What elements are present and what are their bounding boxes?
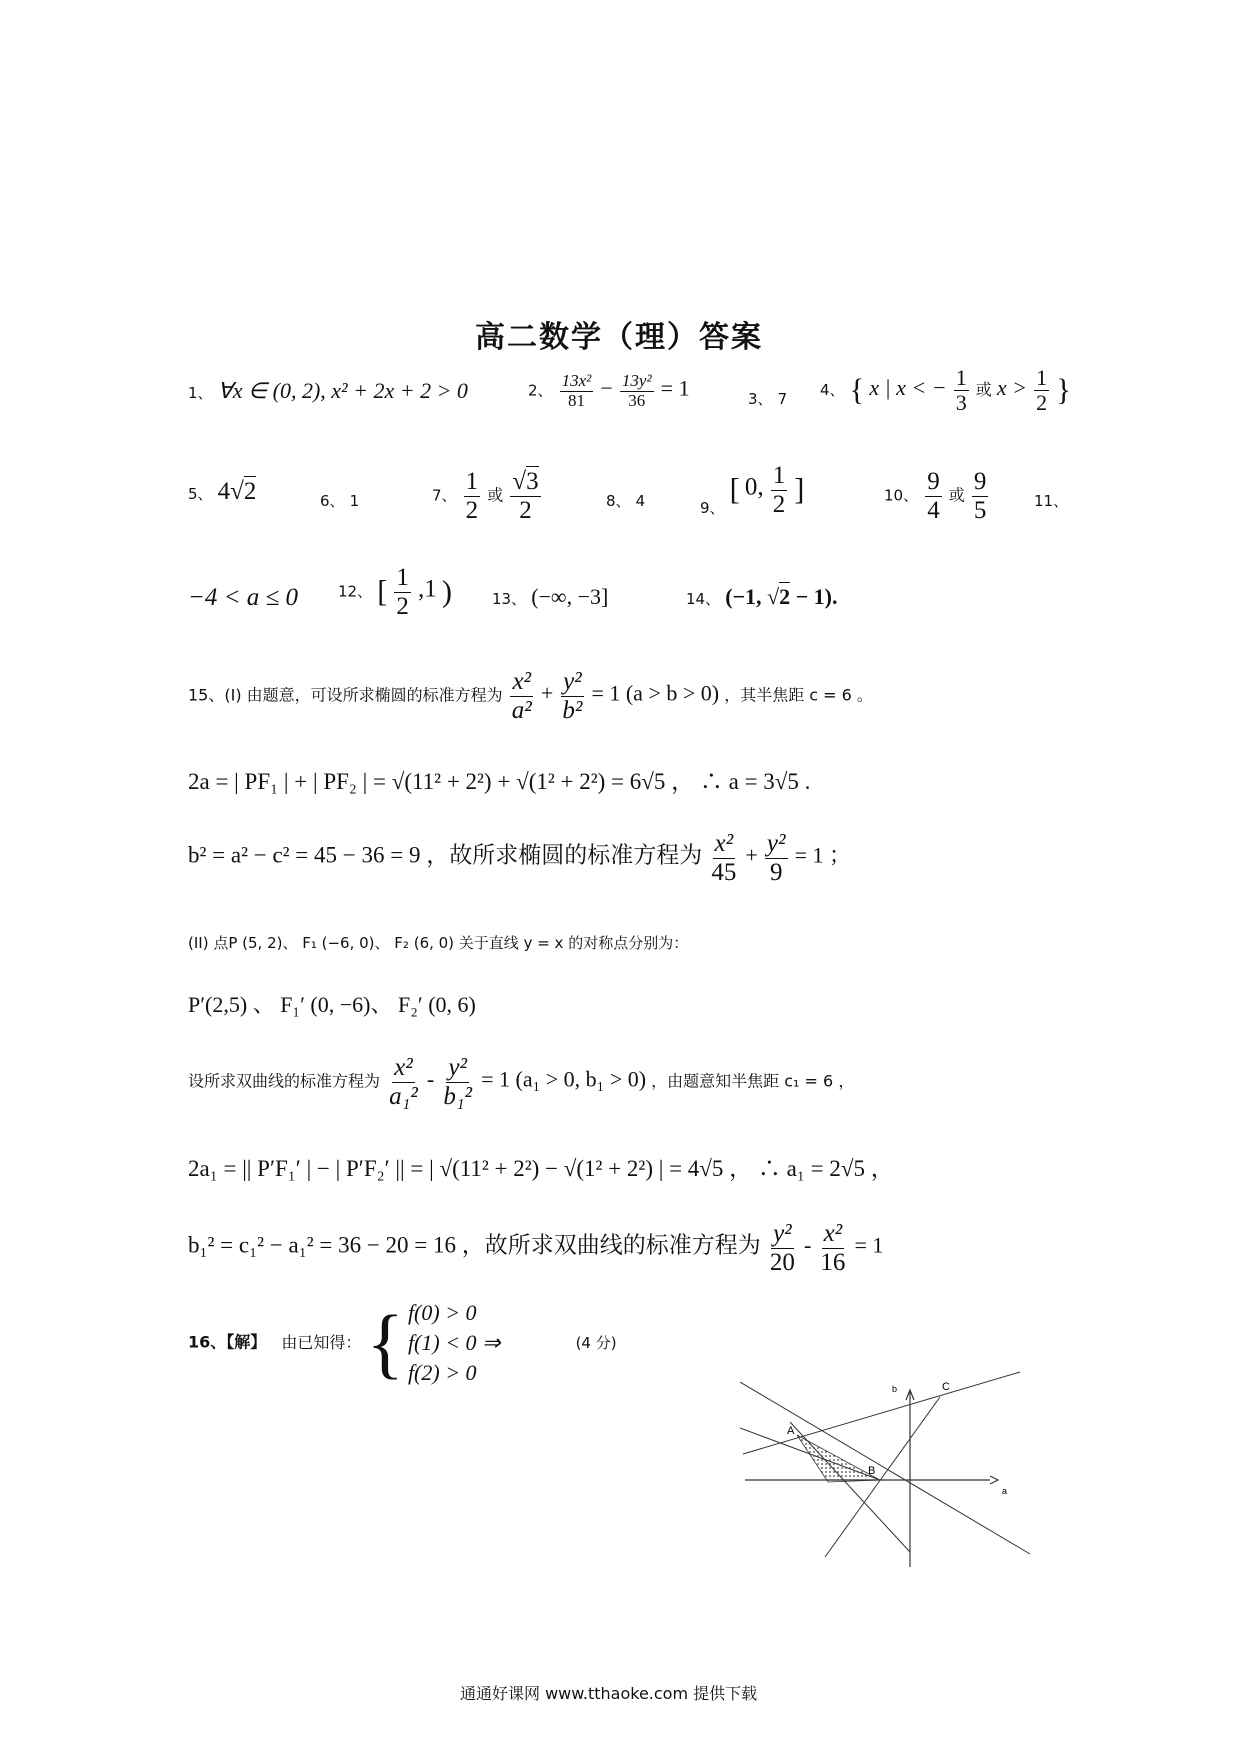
q15-hyp-frac-2	[441, 1054, 474, 1110]
point-a-label: A	[787, 1425, 795, 1437]
axis-b-label: b	[892, 1384, 898, 1394]
q15-hyp-rhs: = 1 (a₁ > 0, b₁ > 0)	[481, 1066, 647, 1092]
q16-label: 16、【解】	[188, 1332, 267, 1352]
answer-3-label: 3、	[748, 390, 773, 408]
answer-13	[492, 584, 608, 610]
answer-5-label: 5、	[188, 485, 213, 503]
answer-2-frac-2	[620, 372, 654, 410]
q15-line-3-den-2: 9	[769, 858, 783, 886]
answer-6-label: 6、	[320, 492, 345, 510]
answer-10-or: 或	[948, 485, 965, 505]
answer-4-label: 4、	[820, 381, 845, 400]
answer-4-f1-num: 1	[955, 365, 967, 390]
q16-score: (4 分)	[575, 1333, 617, 1352]
answer-10-f2-den: 5	[973, 496, 987, 524]
answer-2-den-1: 81	[567, 390, 585, 410]
answer-7-f1-den: 2	[465, 496, 479, 524]
q15-hyperbola-line-2: 2a₁ = || P′F₁′ | − | P′F₂′ || = | √(11² + 2²) − √(1² + 2²) | = 4√5 ， ∴ a₁ = 2√5 ，	[188, 1156, 894, 1181]
answer-4-or: 或	[975, 380, 992, 400]
answer-3	[748, 388, 787, 409]
q15-part-2: (II) 点P (5, 2)、 F₁ (−6, 0)、 F₂ (6, 0) 关于直线 y = x 的对称点分别为：	[188, 934, 689, 952]
q16-row-1: f(0) > 0	[407, 1300, 477, 1325]
q15-eq-frac-1	[510, 668, 534, 724]
answer-14: 14、 (−1, √2 − 1).	[686, 584, 838, 609]
answer-10-label: 10、	[884, 486, 919, 505]
answer-2-label: 2、	[528, 381, 553, 400]
answer-12-frac	[394, 564, 411, 620]
answer-12-label: 12、	[338, 582, 373, 601]
q15-line-3-frac-1	[709, 830, 738, 886]
answer-12-num: 1	[396, 564, 409, 591]
answer-7-f1-num: 1	[465, 468, 479, 495]
answer-7-f2-den: 2	[519, 496, 532, 524]
answer-1	[188, 378, 468, 404]
q15-hyp-line-3-den-2: 16	[820, 1248, 846, 1276]
answer-13-label: 13、	[492, 590, 527, 608]
answer-2-num-2: 13y²	[621, 371, 652, 390]
q15-hyp-line-3-num-2: x²	[823, 1220, 843, 1247]
q15-line-3: b² = a² − c² = 45 − 36 = 9 ，故所求椭圆的标准方程为 $\frac{\text{x²}}{45}$ + $\frac{\text{y²}}{9}$ = 1 ；	[188, 830, 852, 886]
q15-line-2: 2a = | PF₁ | + | PF₂ | = √(11² + 2²) + √(1² + 2²) = 6√5 ， ∴ a = 3√5 .	[188, 769, 811, 794]
q15-hyperbola-line-3: b₁² = c₁² − a₁² = 36 − 20 = 16 ，故所求双曲线的标准方程为 $\frac{\text{y²}}{20}$ - $\frac{\text{x²}}{16}$ = 1	[188, 1220, 884, 1276]
q15-hyp-line-3-rhs: = 1	[854, 1232, 884, 1258]
answer-8-value: 4	[635, 492, 646, 510]
q15-eq-den-2: b²	[562, 696, 583, 724]
answer-7-label: 7、	[432, 486, 457, 505]
answer-10-f1-num: 9	[927, 468, 940, 495]
q15-line-3-num-1: x²	[714, 830, 734, 857]
q16-row-2: f(1) < 0 ⇒	[407, 1330, 501, 1355]
answer-5-radicand: 2	[243, 478, 257, 505]
answer-14-radicand: 2	[779, 584, 791, 609]
answer-7-f2-radicand: 3	[526, 468, 539, 495]
footer: 通通好课网 www.tthaoke.com 提供下载	[460, 1684, 758, 1703]
answer-14-expr: (−1,	[725, 584, 768, 609]
answer-2-rhs: = 1	[660, 375, 690, 401]
q15-eq-den-1: a²	[511, 696, 532, 724]
answer-4-f2-num: 1	[1036, 365, 1048, 390]
q15-hyp-num-1: x²	[394, 1054, 413, 1081]
q16-system: { f(0) > 0 f(1) < 0 ⇒ f(2) > 0	[366, 1299, 501, 1386]
q15-hyp-den-1: a₁²	[389, 1082, 418, 1110]
answer-11-expr	[188, 584, 298, 612]
answer-11-label	[1034, 490, 1068, 511]
answer-14-label: 14、	[686, 590, 721, 608]
answer-2: 2、 $\frac{\text{13x²}}{81}$ − $\frac{\text{13y²}}{36}$ = 1	[528, 371, 690, 410]
answer-8-label: 8、	[606, 492, 631, 510]
q15-line-3-frac-2	[765, 830, 788, 886]
q15-intro-text: 15、(I) 由题意，可设所求椭圆的标准方程为	[188, 685, 503, 705]
answer-12-den: 2	[396, 592, 409, 620]
answer-12: 12、 [ $\frac{1}{2}$ ,1 )	[338, 564, 452, 620]
answer-9-label: 9、	[700, 499, 725, 517]
answer-7	[432, 468, 543, 524]
answer-10-f1-den: 4	[927, 496, 940, 524]
answer-4-text: x | x < −	[869, 375, 947, 401]
q16-text: 由已知得：	[281, 1332, 362, 1352]
answer-7-frac-1	[464, 468, 481, 524]
answer-7-frac-2: $\frac{√3}{2}$	[512, 468, 539, 524]
answer-8	[606, 490, 645, 511]
answer-3-value: 7	[777, 390, 788, 408]
line-ab	[740, 1382, 1030, 1554]
q15-hyp-tail: ，由题意知半焦距 c₁ = 6 ，	[651, 1071, 855, 1091]
answer-6-value: 1	[349, 492, 360, 510]
q15-hyp-den-2: b₁²	[443, 1082, 472, 1110]
answer-9-num: 1	[772, 462, 786, 489]
answer-2-den-2: 36	[628, 390, 646, 410]
q15-eq-num-1: x²	[512, 668, 532, 695]
q15-eq-frac-2	[560, 668, 584, 724]
q15-hyp-line-3-frac-1	[768, 1220, 797, 1276]
answer-9-den: 2	[772, 490, 786, 518]
answer-4: 4、 { x | x < − $\frac{1}{3}$ 或 x > $\frac{1}{2}$ }	[820, 365, 1071, 416]
answer-9-lhs: 0,	[744, 473, 764, 501]
answer-10-frac-1	[925, 468, 942, 524]
q15-hyp-line-3-frac-2	[818, 1220, 847, 1276]
answer-9-frac	[771, 462, 788, 518]
answer-2-frac-1	[560, 372, 594, 410]
answer-5-value: 4	[217, 478, 231, 505]
q16-row-3: f(2) > 0	[407, 1360, 477, 1385]
q15-hyp-line-3-num-1: y²	[773, 1220, 792, 1247]
answer-1-label: 1、	[188, 384, 213, 402]
q15-line-3-rhs: = 1 ；	[794, 842, 852, 868]
q15-intro-tail: ，其半焦距 c = 6 。	[724, 685, 873, 705]
q15-hyp-line-3-text: b₁² = c₁² − a₁² = 36 − 20 = 16 ，故所求双曲线的标准方程为	[188, 1232, 761, 1258]
answer-14-tail: − 1).	[790, 584, 838, 609]
q15-eq-rhs: = 1 (a > b > 0)	[591, 680, 720, 706]
answer-11-expr-text: −4 < a ≤ 0	[188, 584, 298, 611]
answer-10-f2-num: 9	[973, 468, 987, 495]
answer-13-expr: (−∞, −3]	[531, 584, 609, 609]
q15-hyp-num-2: y²	[448, 1054, 467, 1081]
answer-10-frac-2	[972, 468, 989, 524]
axis-a-label: a	[1002, 1486, 1008, 1496]
answer-4-text-2: x >	[996, 375, 1028, 401]
answer-7-or: 或	[487, 485, 504, 505]
point-c-label: C	[942, 1381, 950, 1393]
q15-line-3-text: b² = a² − c² = 45 − 36 = 9 ，故所求椭圆的标准方程为	[188, 842, 703, 868]
q15-line-3-den-1: 45	[711, 858, 737, 886]
answer-11-label-text: 11、	[1034, 492, 1069, 510]
answer-12-tail: ,1	[418, 575, 437, 603]
answer-1-expr: ∀x ∈ (0, 2), x² + 2x + 2 > 0	[217, 378, 468, 403]
q15-hyperbola-intro: 设所求双曲线的标准方程为 $\frac{\text{x²}}{\text{a₁²}}$ - $\frac{\text{y²}}{\text{b₁²}}$ = 1 (a₁ > 0, b₁ > 0) ，由题意知半焦距 c₁ = 6 ，	[188, 1054, 855, 1110]
q15-eq-num-2: y²	[563, 668, 582, 695]
answer-6	[320, 490, 359, 511]
page-title: 高二数学（理）答案	[475, 320, 763, 355]
x-axis-arrow-icon	[990, 1476, 998, 1484]
q16	[188, 1300, 617, 1386]
answer-4-frac-2	[1034, 366, 1049, 415]
answer-9: 9、 [ 0, $\frac{1}{2}$ ]	[700, 462, 805, 518]
line-ac	[743, 1372, 1020, 1454]
point-b-label: B	[868, 1465, 876, 1477]
answer-5: 5、 4√2	[188, 478, 257, 505]
answer-4-f2-den: 2	[1036, 390, 1048, 416]
answer-10	[884, 468, 990, 524]
answer-4-f1-den: 3	[955, 390, 967, 416]
q15-line-3-num-2: y²	[766, 830, 786, 857]
answer-2-num-1: 13x²	[561, 371, 592, 390]
q15-hyp-frac-1	[387, 1054, 420, 1110]
q15-part-2-points: P′(2,5) 、 F₁′ (0, −6)、 F₂′ (0, 6)	[188, 992, 476, 1017]
answer-4-frac-1	[954, 366, 969, 415]
q15-hyp-line-3-den-1: 20	[769, 1248, 795, 1276]
q15-intro: 15、(I) 由题意，可设所求椭圆的标准方程为 $\frac{\text{x²}}{\text{a²}}$ + $\frac{\text{y²}}{\text{b²}}$ = 1 (a > b > 0) ，其半焦距 c = 6 。	[188, 668, 873, 724]
q15-hyp-intro-text: 设所求双曲线的标准方程为	[188, 1071, 381, 1091]
feasible-region-graph	[740, 1362, 1040, 1572]
